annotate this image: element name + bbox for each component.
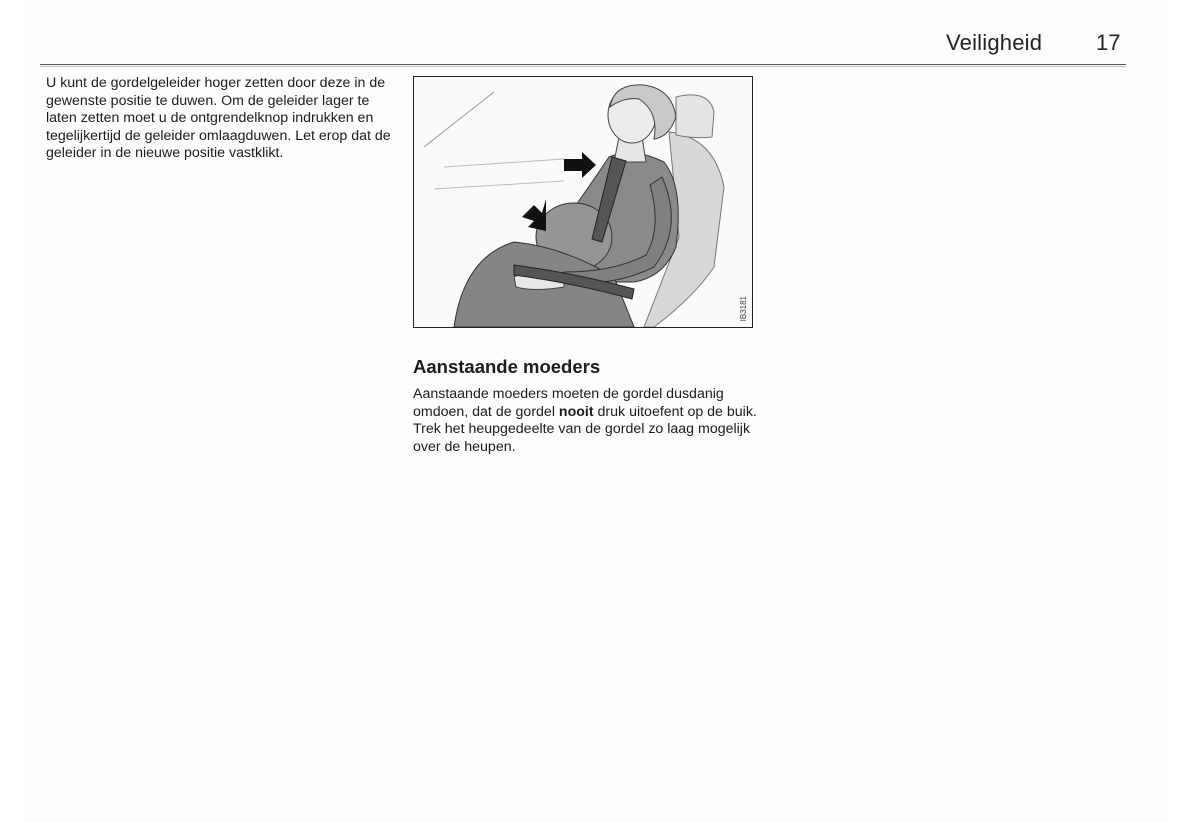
window-line bbox=[424, 92, 494, 147]
arrow-icon bbox=[522, 199, 546, 231]
section-title: Veiligheid bbox=[946, 30, 1043, 55]
arrow-icon bbox=[564, 152, 596, 178]
section-body bbox=[413, 386, 763, 456]
dashboard-line bbox=[444, 159, 564, 167]
section-body-emphasis: nooit bbox=[558, 403, 594, 420]
section-body-start: Aanstaande moeders moeten de gordel dusdanig omdoen, dat de gordel bbox=[413, 386, 724, 420]
header-rule-shadow bbox=[40, 66, 1126, 67]
headrest bbox=[676, 95, 714, 138]
belt-guide-paragraph: U kunt de gordelgeleider hoger zetten door deze in de gewenste positie te duwen. Om de geleider lager te laten zetten moet u de ontgrendelknop indrukken en tegelijkertijd de geleider omlaagduwen. Let erop dat de geleider in de nieuwe positie vastklikt. bbox=[46, 75, 391, 161]
dashboard-line-2 bbox=[434, 181, 564, 189]
pregnant-woman-seatbelt-illustration bbox=[414, 77, 752, 327]
pregnant-woman-seatbelt-figure bbox=[413, 76, 753, 328]
header-rule bbox=[40, 64, 1126, 65]
figure-code: IB3181 bbox=[739, 295, 748, 321]
page-number: 17 bbox=[1096, 30, 1121, 55]
section-body-end: druk uitoefent op de buik. Trek het heupgedeelte van de gordel zo laag mogelijk over de heupen. bbox=[413, 403, 757, 455]
section-heading: Aanstaande moeders bbox=[413, 356, 601, 377]
